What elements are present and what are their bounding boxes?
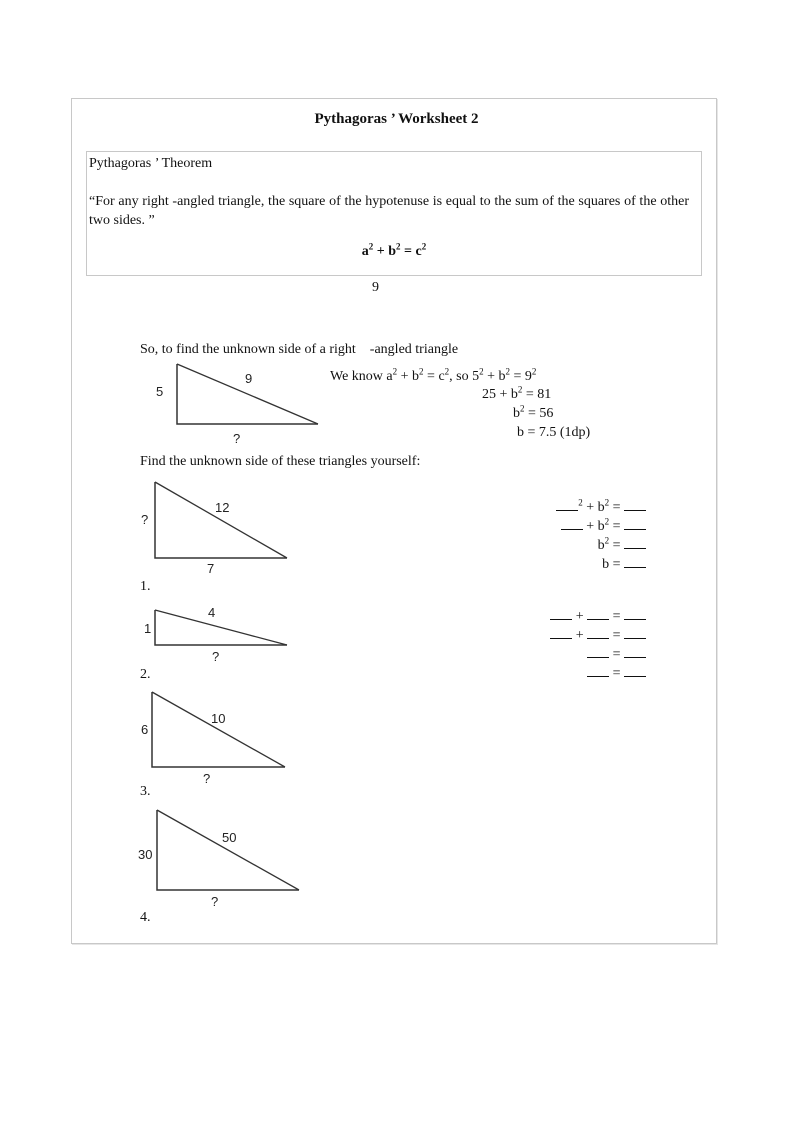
template-1-line-3: $b^2$ = bbox=[490, 536, 646, 554]
example-side-a: 5 bbox=[156, 384, 164, 399]
problem-4-number: 4. bbox=[140, 910, 151, 925]
problem-4-side-a: 30 bbox=[138, 847, 153, 862]
problem-2-hypotenuse: 4 bbox=[208, 605, 216, 620]
template-1-line-4: b = bbox=[490, 555, 646, 573]
theorem-formula: $a^2 + b^2 = c^2$ bbox=[361, 241, 427, 259]
problem-2-side-a: 1 bbox=[144, 621, 152, 636]
example-line-1: We know $a^2 + b^2 = c^2$, so $5^2 + b^2 = 9^2$ bbox=[330, 366, 537, 384]
theorem-quote: “For any right -angled triangle, the square of the hypotenuse is equal to the sum of the squares of the other two sides. ” bbox=[89, 194, 689, 228]
problem-4-hypotenuse: 50 bbox=[222, 830, 237, 845]
template-1-line-1: $^2 + b^2$ = bbox=[490, 498, 646, 516]
problem-3-side-a: 6 bbox=[141, 722, 149, 737]
template-2-line-4: = bbox=[490, 664, 646, 682]
example-side-b: ? bbox=[233, 431, 241, 446]
problem-3-triangle bbox=[135, 688, 305, 788]
instruction-text: Find the unknown side of these triangles yourself: bbox=[140, 454, 421, 469]
template-1-line-2: + $b^2$ = bbox=[490, 517, 646, 535]
problem-1-number: 1. bbox=[140, 579, 151, 594]
problem-3-number: 3. bbox=[140, 784, 151, 799]
intro-text: So, to find the unknown side of a right -angled triangle bbox=[140, 342, 459, 357]
example-line-4: b = 7.5 (1dp) bbox=[517, 425, 591, 440]
example-line-3: $b^2 = 56$ bbox=[513, 403, 554, 421]
problem-1-side-a: ? bbox=[141, 512, 149, 527]
problem-2-number: 2. bbox=[140, 667, 151, 682]
page-number: 9 bbox=[372, 280, 379, 295]
problem-4-side-b: ? bbox=[211, 894, 219, 909]
problem-4-triangle bbox=[135, 806, 310, 910]
example-triangle bbox=[150, 360, 330, 452]
problem-2-triangle bbox=[135, 600, 305, 668]
template-2-line-2: + = bbox=[490, 626, 646, 644]
example-hypotenuse: 9 bbox=[245, 371, 253, 386]
template-2-line-1: + = bbox=[490, 607, 646, 625]
worksheet-title: Pythagoras ’ Worksheet 2 bbox=[314, 111, 479, 127]
problem-3-hypotenuse: 10 bbox=[211, 711, 226, 726]
theorem-heading: Pythagoras ’ Theorem bbox=[89, 156, 213, 171]
problem-3-side-b: ? bbox=[203, 771, 211, 786]
example-line-2: $25 + b^2 = 81$ bbox=[482, 384, 552, 402]
problem-1-side-b: 7 bbox=[207, 561, 215, 576]
theorem-box bbox=[86, 151, 702, 276]
problem-2-side-b: ? bbox=[212, 649, 220, 664]
template-2-line-3: = bbox=[490, 645, 646, 663]
problem-1-hypotenuse: 12 bbox=[215, 500, 230, 515]
problem-1-triangle bbox=[135, 476, 305, 578]
